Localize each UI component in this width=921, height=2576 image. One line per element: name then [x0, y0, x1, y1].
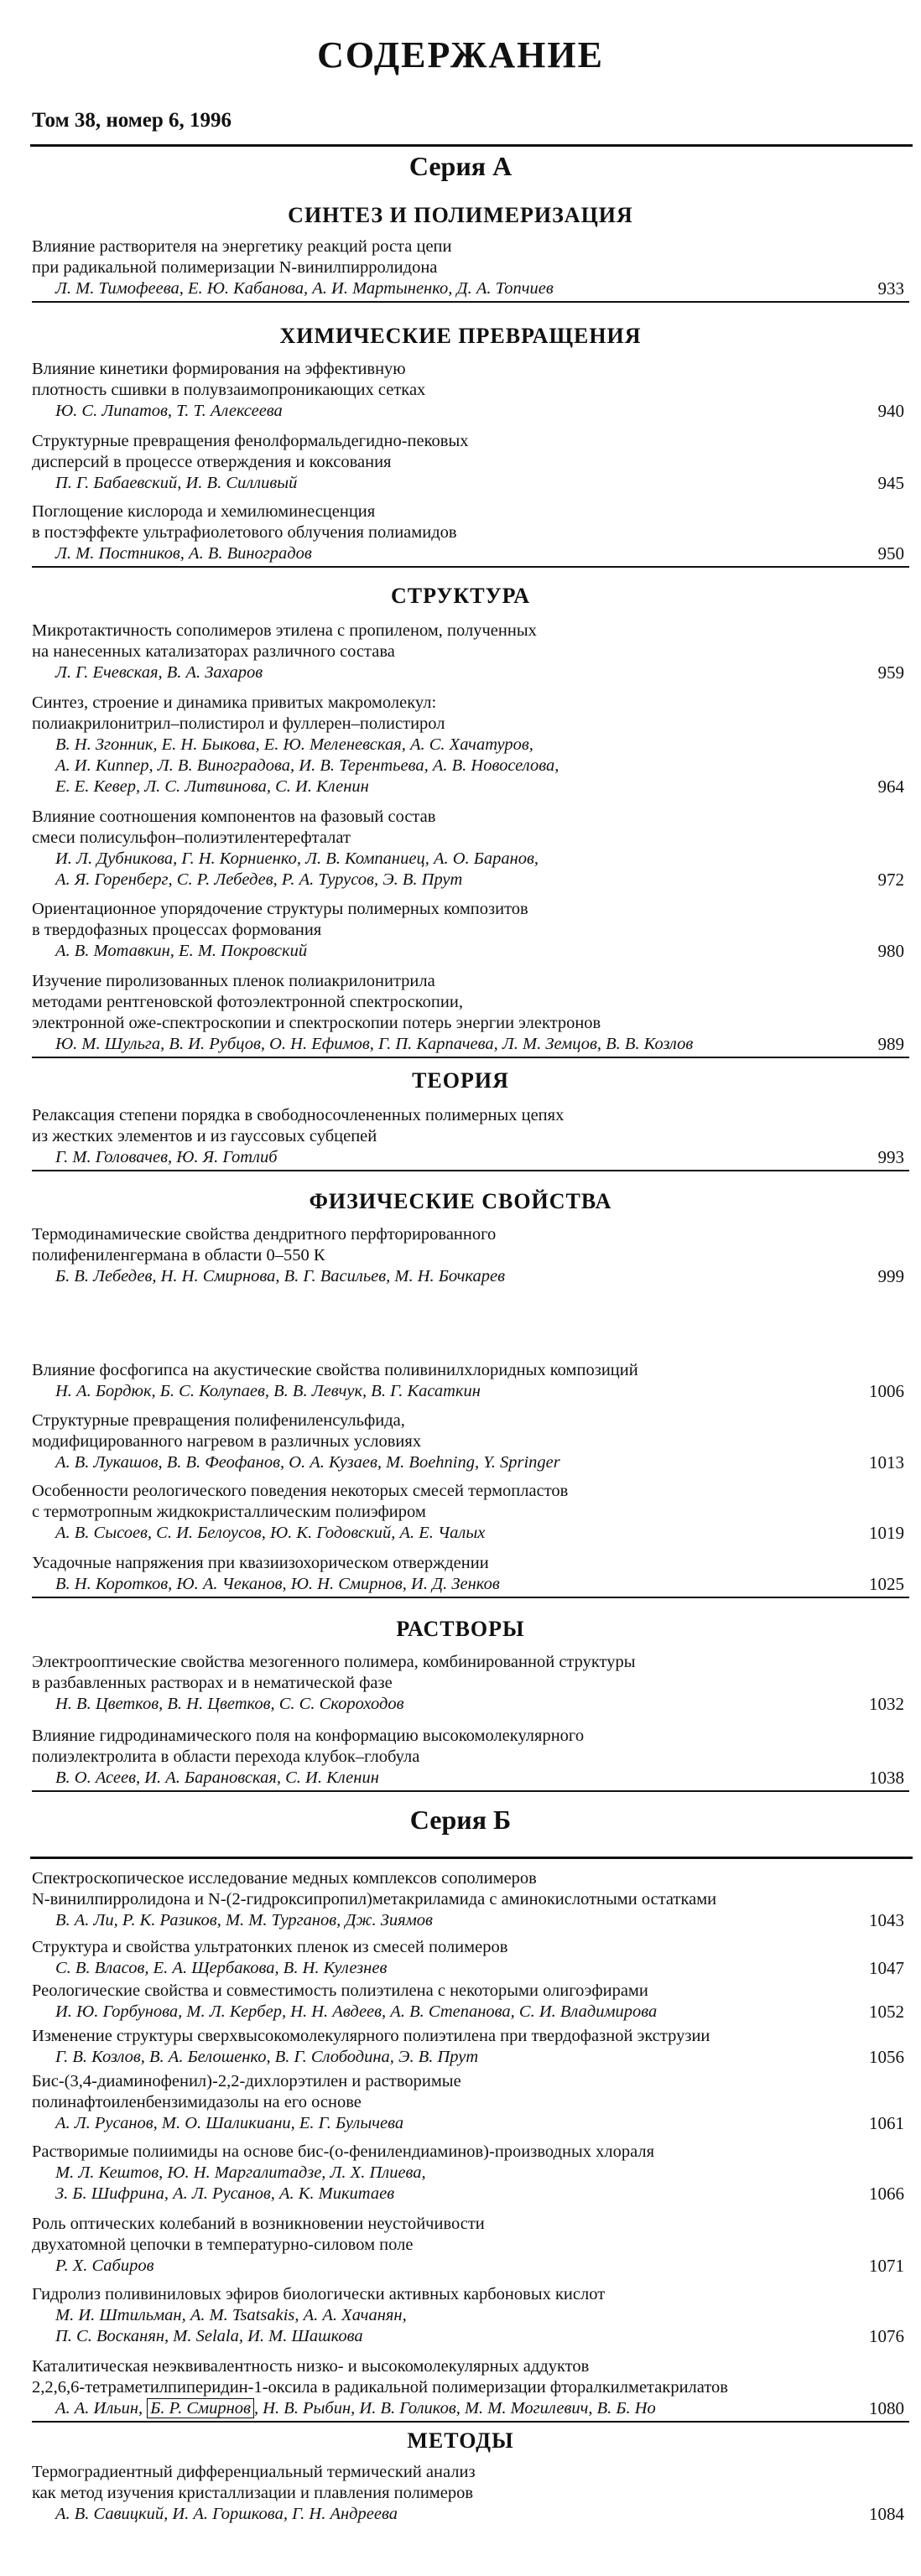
entry-page: 1071: [869, 2256, 904, 2276]
entry-title: Бис-(3,4-диаминофенил)-2,2-дихлорэтилен и растворимые: [32, 2072, 461, 2090]
section-heading: ХИМИЧЕСКИЕ ПРЕВРАЩЕНИЯ: [279, 324, 642, 348]
entry-title: Влияние соотношения компонентов на фазовый состав: [32, 808, 436, 826]
entry-authors: Л. М. Постников, А. В. Виноградов: [55, 544, 312, 563]
entry-title: Влияние гидродинамического поля на конформацию высокомолекулярного: [32, 1727, 585, 1745]
entry-title: Особенности реологического поведения некоторых смесей термопластов: [32, 1482, 569, 1500]
entry-authors: А. Л. Русанов, М. О. Шаликиани, Е. Г. Булычева: [55, 2114, 404, 2132]
entry-title: из жестких элементов и из гауссовых субцепей: [32, 1127, 377, 1145]
entry-page: 1084: [869, 2504, 904, 2524]
entry-title: в твердофазных процессах формования: [32, 921, 322, 939]
entry-title: Гидролиз поливиниловых эфиров биологически активных карбоновых кислот: [32, 2285, 606, 2303]
section-heading: СТРУКТУРА: [390, 584, 531, 608]
entry-title: Изменение структуры сверхвысокомолекулярного полиэтилена при твердофазной экструзии: [32, 2027, 710, 2045]
toc-entry: [32, 2356, 909, 2419]
entry-page: 933: [877, 278, 904, 299]
entry-title: Структурные превращения фенолформальдегидно-пековых: [32, 432, 469, 450]
volume-info: Том 38, номер 6, 1996: [32, 109, 232, 132]
toc-entry: [32, 2026, 909, 2068]
entry-page: 964: [877, 776, 904, 797]
entry-title: Изучение пиролизованных пленок полиакрилонитрила: [32, 972, 435, 990]
entry-page: 1052: [869, 2002, 904, 2022]
toc-entry: [32, 2462, 909, 2525]
toc-entry: [32, 621, 909, 683]
entry-title: смеси полисульфон–полиэтилентерефталат: [32, 828, 351, 847]
section-heading: ТЕОРИЯ: [412, 1068, 509, 1093]
entry-title: N-винилпирролидона и N-(2-гидроксипропил)метакриламида с аминокислотными остатками: [32, 1890, 717, 1909]
entry-authors: П. С. Восканян, M. Selala, И. М. Шашкова: [55, 2327, 363, 2345]
entry-page: 1066: [869, 2184, 904, 2204]
entry-title: модифицированного нагревом в различных условиях: [32, 1432, 422, 1451]
entry-page: 989: [877, 1034, 904, 1054]
entry-authors: А. В. Сысоев, С. И. Белоусов, Ю. К. Годовский, А. Е. Чалых: [55, 1524, 486, 1542]
entry-authors: А. В. Лукашов, В. В. Феофанов, О. А. Кузаев, M. Boehning, Y. Springer: [55, 1453, 560, 1472]
entry-page: 980: [877, 941, 904, 961]
section-heading: СИНТЕЗ И ПОЛИМЕРИЗАЦИЯ: [288, 203, 633, 227]
entry-page: 950: [877, 543, 904, 564]
entry-underline: [32, 2421, 909, 2423]
entry-authors: М. И. Штильман, А. М. Tsatsakis, А. А. Хачанян,: [55, 2306, 407, 2324]
toc-entry: [32, 1726, 909, 1789]
entry-title: Синтез, строение и динамика привитых макромолекул:: [32, 693, 437, 712]
toc-entry: [32, 1868, 909, 1931]
entry-authors: Н. В. Цветков, В. Н. Цветков, С. С. Скороходов: [55, 1695, 404, 1713]
entry-authors: Р. Х. Сабиров: [55, 2257, 154, 2275]
entry-page: 1025: [869, 1574, 904, 1594]
entry-authors: В. Н. Згонник, Е. Н. Быкова, Е. Ю. Меленевская, А. С. Хачатуров,: [55, 735, 533, 754]
entry-title: Влияние кинетики формирования на эффективную: [32, 360, 406, 378]
toc-entry: [32, 2142, 909, 2205]
toc-entry: [32, 1224, 909, 1287]
entry-authors: В. А. Ли, Р. К. Разиков, М. М. Турганов, Дж. Зиямов: [55, 1911, 433, 1929]
boxed-author: Б. Р. Смирнов: [147, 2398, 254, 2418]
toc-entry: [32, 899, 909, 962]
entry-title: Реологические свойства и совместимость полиэтилена с некоторыми олигоэфирами: [32, 1981, 648, 2000]
toc-entry: [32, 2071, 909, 2134]
entry-page: 1032: [869, 1694, 904, 1714]
toc-entry: [32, 359, 909, 422]
section-heading: РАСТВОРЫ: [396, 1617, 525, 1641]
toc-entry: [32, 2214, 909, 2277]
toc-entry: [32, 1652, 909, 1715]
entry-title: полинафтоиленбензимидазолы на его основе: [32, 2093, 362, 2111]
entry-page: 1061: [869, 2113, 904, 2133]
entry-title: при радикальной полимеризации N-винилпирролидона: [32, 258, 438, 277]
entry-authors: Ю. М. Шульга, В. И. Рубцов, О. Н. Ефимов, Г. П. Карпачева, Л. М. Земцов, В. В. Козлов: [55, 1035, 694, 1053]
entry-title: Спектроскопическое исследование медных комплексов сополимеров: [32, 1869, 537, 1888]
entry-page: 1038: [869, 1768, 904, 1788]
toc-entry: [32, 1105, 909, 1168]
toc-entry: [32, 807, 909, 891]
entry-authors: З. Б. Шифрина, А. Л. Русанов, А. К. Микитаев: [55, 2184, 395, 2203]
entry-underline: [32, 566, 909, 568]
entry-underline: [32, 1170, 909, 1171]
toc-entry: [32, 1360, 909, 1402]
entry-title: Релаксация степени порядка в свободносочлененных полимерных цепях: [32, 1106, 565, 1124]
entry-page: 1006: [869, 1381, 904, 1401]
entry-title: плотность сшивки в полувзаимопроникающих сетках: [32, 381, 426, 399]
entry-page: 1043: [869, 1910, 904, 1930]
entry-title: двухатомной цепочки в температурно-силовом поле: [32, 2236, 414, 2254]
entry-authors: П. Г. Бабаевский, И. В. Силливый: [55, 474, 298, 492]
entry-page: 972: [877, 870, 904, 890]
entry-page: 1076: [869, 2326, 904, 2346]
divider: [30, 144, 913, 147]
entry-authors: В. Н. Коротков, Ю. А. Чеканов, Ю. Н. Смирнов, И. Д. Зенков: [55, 1575, 500, 1593]
entry-title: Растворимые полиимиды на основе бис-(о-фенилендиаминов)-производных хлораля: [32, 2142, 655, 2161]
entry-authors: Л. М. Тимофеева, Е. Ю. Кабанова, А. И. Мартыненко, Д. А. Топчиев: [55, 279, 554, 298]
entry-title: как метод изучения кристаллизации и плавления полимеров: [32, 2484, 474, 2502]
entry-title: Влияние растворителя на энергетику реакций роста цепи: [32, 237, 452, 256]
toc-entry: [32, 693, 909, 797]
entry-authors: И. Ю. Горбунова, М. Л. Кербер, Н. Н. Авдеев, А. В. Степанова, С. И. Владимирова: [55, 2002, 658, 2021]
entry-page: 999: [877, 1266, 904, 1286]
entry-authors: А. В. Мотавкин, Е. М. Покровский: [55, 942, 308, 960]
entry-authors: Г. В. Козлов, В. А. Белошенко, В. Г. Слободина, Э. В. Прут: [55, 2048, 479, 2066]
entry-page: 1013: [869, 1452, 904, 1472]
entry-title: дисперсий в процессе отверждения и коксования: [32, 453, 392, 471]
entry-page: 940: [877, 401, 904, 421]
divider: [30, 1857, 913, 1859]
entry-page: 1056: [869, 2047, 904, 2067]
entry-title: на нанесенных катализаторах различного состава: [32, 642, 395, 661]
entry-authors: Г. М. Головачев, Ю. Я. Готлиб: [55, 1148, 278, 1166]
entry-authors: И. Л. Дубникова, Г. Н. Корниенко, Л. В. Компаниец, А. О. Баранов,: [55, 849, 539, 868]
entry-title: Роль оптических колебаний в возникновении неустойчивости: [32, 2215, 485, 2233]
entry-title: электронной оже-спектроскопии и спектроскопии потерь энергии электронов: [32, 1014, 601, 1032]
section-heading: ФИЗИЧЕСКИЕ СВОЙСТВА: [309, 1189, 612, 1213]
toc-entry: [32, 1410, 909, 1473]
toc-entry: [32, 236, 909, 299]
toc-entry: [32, 1553, 909, 1595]
entry-page: 1019: [869, 1523, 904, 1543]
entry-title: методами рентгеновской фотоэлектронной спектроскопии,: [32, 993, 463, 1011]
entry-page: 959: [877, 662, 904, 683]
entry-title: Влияние фосфогипса на акустические свойства поливинилхлоридных композиций: [32, 1361, 638, 1379]
entry-authors: Н. А. Бордюк, Б. С. Колупаев, В. В. Левчук, В. Г. Касаткин: [55, 1382, 481, 1400]
entry-title: с термотропным жидкокристаллическим полиэфиром: [32, 1503, 426, 1521]
section-heading: МЕТОДЫ: [407, 2428, 514, 2453]
author-name: А. А. Ильин,: [55, 2399, 143, 2418]
toc-entry: [32, 501, 909, 564]
page-title: СОДЕРЖАНИЕ: [317, 34, 604, 75]
toc-entry: [32, 971, 909, 1055]
entry-title: Каталитическая неэквивалентность низко- и высокомолекулярных аддуктов: [32, 2357, 590, 2376]
entry-underline: [32, 1597, 909, 1598]
entry-authors: Б. В. Лебедев, Н. Н. Смирнова, В. Г. Васильев, М. Н. Бочкарев: [55, 1267, 505, 1285]
entry-title: Термодинамические свойства дендритного перфторированного: [32, 1225, 497, 1244]
entry-title: Термоградиентный дифференциальный термический анализ: [32, 2463, 476, 2481]
entry-page: 993: [877, 1147, 904, 1167]
entry-authors: М. Л. Кештов, Ю. Н. Маргалитадзе, Л. Х. Плиева,: [55, 2163, 426, 2182]
entry-underline: [32, 1057, 909, 1058]
entry-page: 1080: [869, 2398, 904, 2418]
entry-title: в постэффекте ультрафиолетового облучения полиамидов: [32, 523, 457, 542]
entry-page: 1047: [869, 1958, 904, 1978]
author-names-rest: , Н. В. Рыбин, И. В. Голиков, М. М. Могилевич, В. Б. Но: [253, 2399, 656, 2418]
entry-authors: Л. Г. Ечевская, В. А. Захаров: [55, 663, 263, 682]
entry-authors: В. О. Асеев, И. А. Барановская, С. И. Кленин: [55, 1768, 379, 1787]
series-a-heading: Серия А: [408, 151, 513, 181]
entry-title: в разбавленных растворах и в нематической фазе: [32, 1674, 393, 1692]
entry-title: полиэлектролита в области перехода клубок–глобула: [32, 1748, 420, 1766]
series-b-heading: Серия Б: [409, 1805, 512, 1835]
entry-title: Структура и свойства ультратонких пленок из смесей полимеров: [32, 1938, 508, 1956]
entry-authors: Е. Е. Кевер, Л. С. Литвинова, С. И. Кленин: [55, 777, 369, 796]
entry-title: полифениленгермана в области 0–550 К: [32, 1246, 325, 1265]
entry-authors: А. И. Киппер, Л. В. Виноградова, И. В. Терентьева, А. В. Новоселова,: [55, 756, 559, 775]
entry-page: 945: [877, 473, 904, 493]
entry-title: Электрооптические свойства мезогенного полимера, комбинированной структуры: [32, 1653, 636, 1671]
toc-entry: [32, 2284, 909, 2347]
toc-entry: [32, 1981, 909, 2023]
entry-title: Ориентационное упорядочение структуры полимерных композитов: [32, 900, 528, 918]
entry-title: Структурные превращения полифениленсульфида,: [32, 1411, 405, 1430]
entry-title: 2,2,6,6-тетраметилпиперидин-1-оксила в радикальной полимеризации фторалкилметакрилатов: [32, 2378, 728, 2397]
entry-underline: [32, 1790, 909, 1792]
entry-underline: [32, 301, 909, 303]
entry-authors: С. В. Власов, Е. А. Щербакова, В. Н. Кулезнев: [55, 1959, 388, 1977]
entry-title: полиакрилонитрил–полистирол и фуллерен–полистирол: [32, 714, 445, 733]
toc-entry: [32, 1481, 909, 1544]
entry-authors: [32, 2398, 909, 2419]
entry-authors: Ю. С. Липатов, Т. Т. Алексеева: [55, 402, 283, 420]
toc-entry: [32, 431, 909, 494]
entry-title: Усадочные напряжения при квазиизохорическом отверждении: [32, 1554, 489, 1572]
entry-authors: А. В. Савицкий, И. А. Горшкова, Г. Н. Андреева: [55, 2505, 398, 2523]
toc-entry: [32, 1937, 909, 1979]
entry-title: Микротактичность сополимеров этилена с пропиленом, полученных: [32, 621, 537, 640]
entry-authors: А. Я. Горенберг, С. Р. Лебедев, Р. А. Турусов, Э. В. Прут: [55, 870, 463, 889]
entry-title: Поглощение кислорода и хемилюминесценция: [32, 502, 376, 521]
